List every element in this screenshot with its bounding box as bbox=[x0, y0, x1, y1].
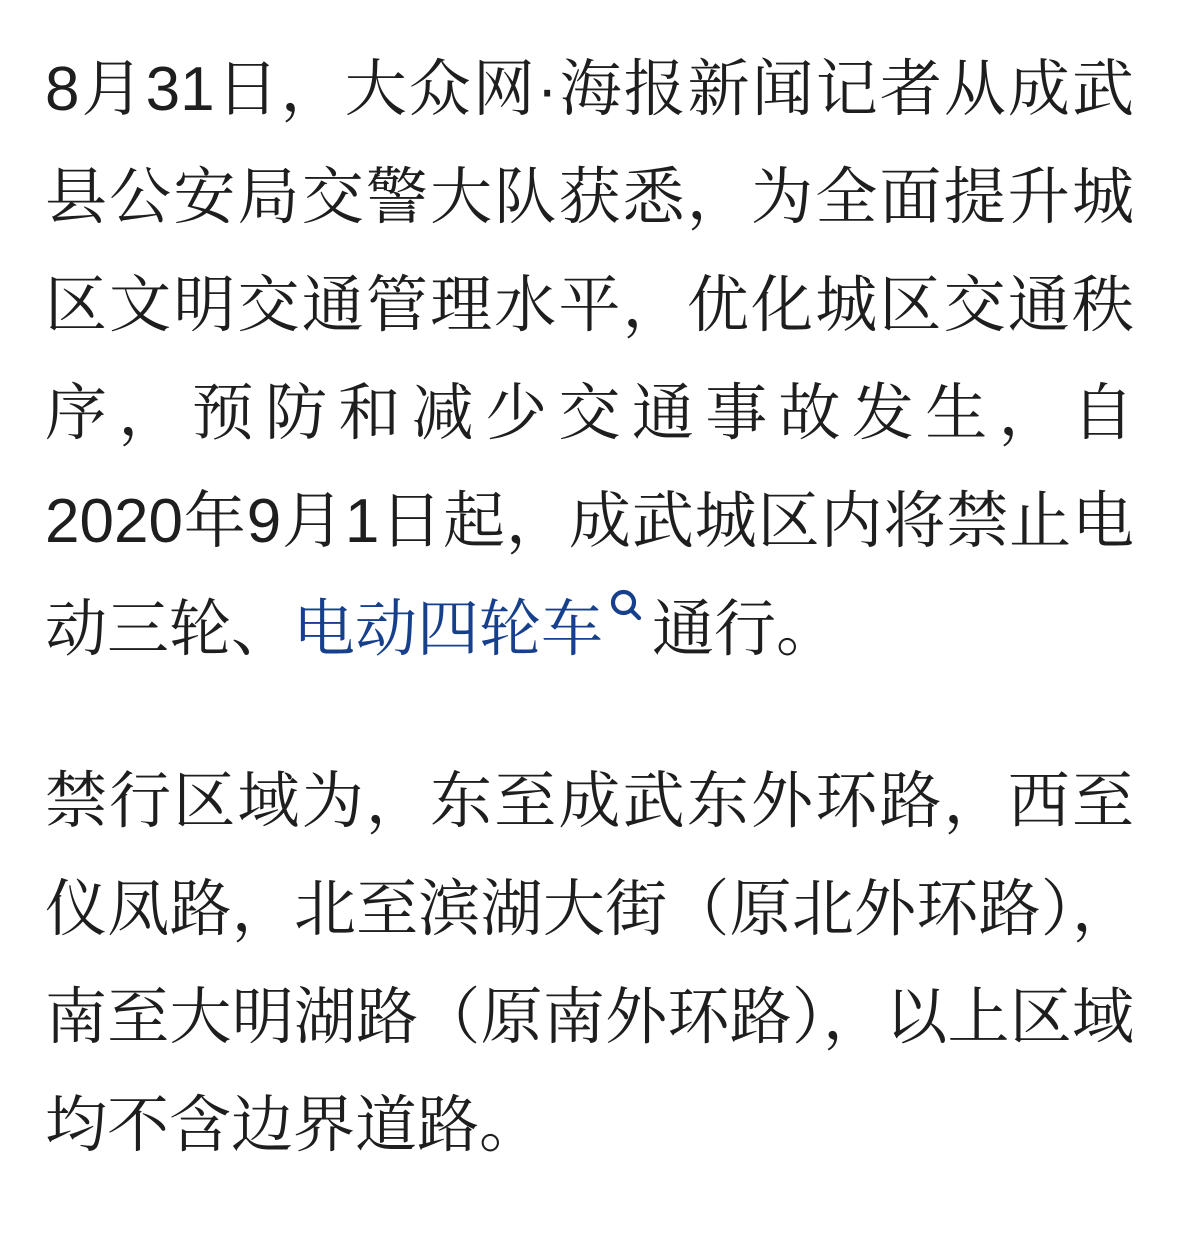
paragraph-text: 8月31日，大众网·海报新闻记者从成武县公安局交警大队获悉，为全面提升城区文明交通管理水平，优化城区交通秩序，预防和减少交通事故发生，自 bbox=[45, 55, 1134, 448]
paragraph-intro bbox=[45, 36, 1134, 684]
paragraph-restricted-area: 禁行区域为，东至成武东外环路，西至仪凤路，北至滨湖大街（原北外环路），南至大明湖路（原南外环路），以上区域均不含边界道路。 bbox=[45, 767, 1134, 1160]
date-phrase: 2020年9月1日起， bbox=[45, 487, 569, 556]
search-icon[interactable] bbox=[608, 588, 644, 624]
paragraph-text: 通行。 bbox=[652, 595, 839, 664]
paragraph-text: 成武城区内将禁止电动三轮、 bbox=[45, 487, 1134, 664]
entity-link-label: 电动四轮车 bbox=[293, 595, 604, 664]
entity-link-electric-quadricycle[interactable] bbox=[293, 595, 652, 664]
